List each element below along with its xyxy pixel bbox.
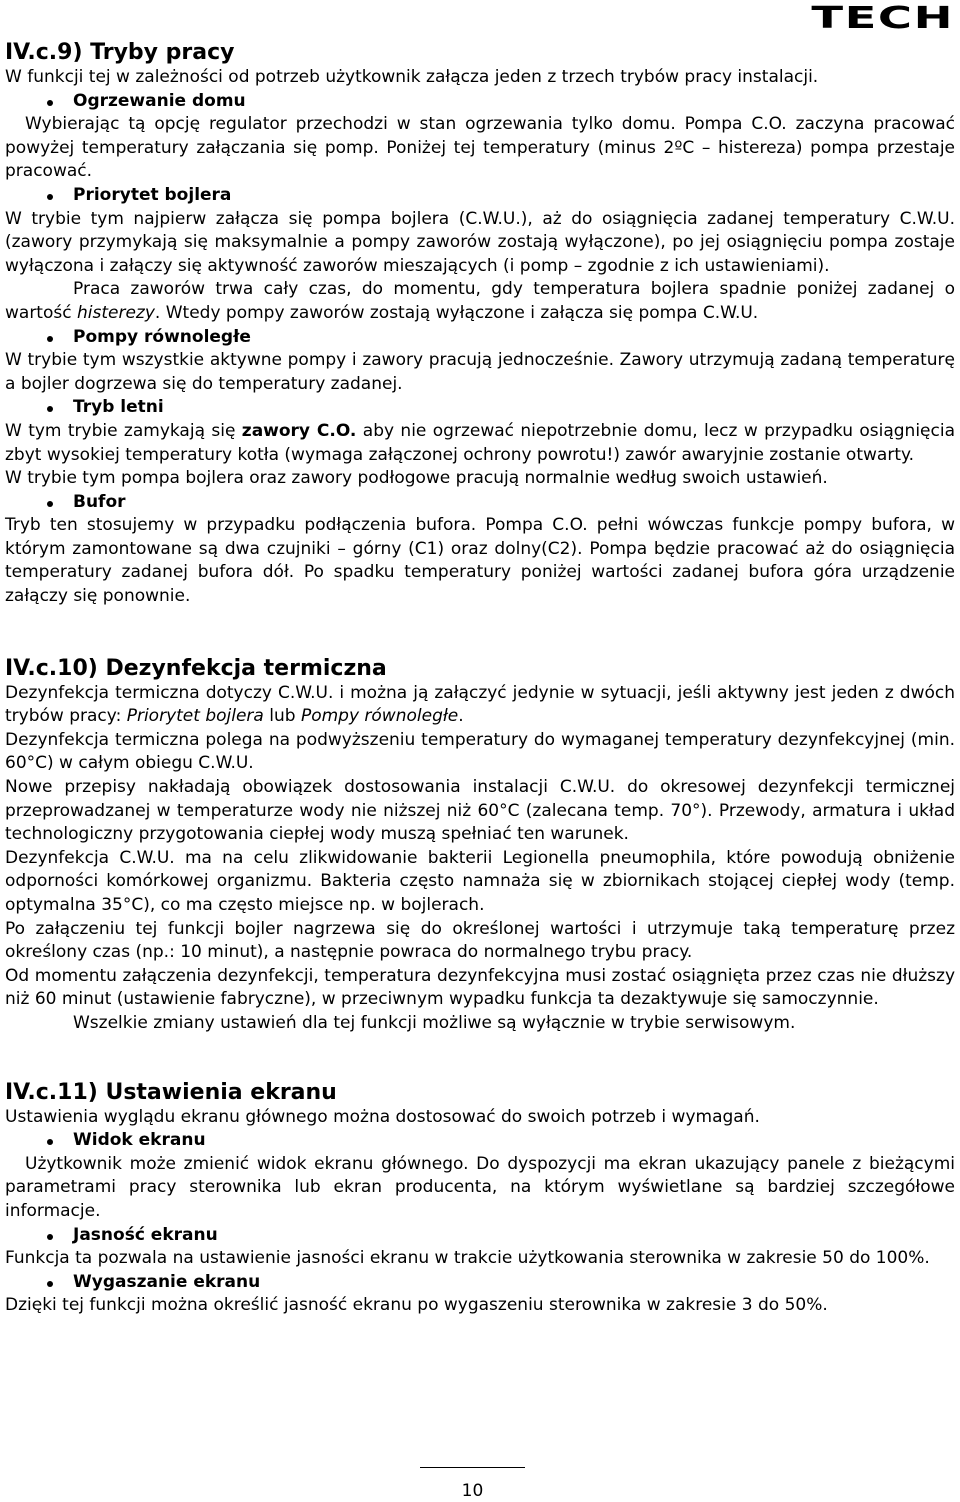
emphasis: Priorytet bojlera xyxy=(126,706,264,727)
paragraph: Dezynfekcja termiczna dotyczy C.W.U. i można ją załączyć jedynie w sytuacji, jeśli aktywny jest jeden z dwóch trybów pracy: Priorytet bojlera lub Pompy równoległe. xyxy=(5,682,955,727)
document-body xyxy=(5,40,955,1318)
paragraph: Tryb ten stosujemy w przypadku podłączenia bufora. Pompa C.O. pełni wówczas funkcje pompy bufora, w którym zamontowane są dwa czujniki – górny (C1) oraz dolny(C2). Pompa będzie pracować aż do osiągnięcia temperatury zadanej bufora dół. Po spadku temperatury poniżej wartości zadanej bufora góra urządzenie załączy się ponownie. xyxy=(5,515,955,607)
section-heading-dezynfekcja: IV.c.10) Dezynfekcja termiczna xyxy=(5,655,387,681)
paragraph: W trybie tym wszystkie aktywne pompy i zawory pracują jednocześnie. Zawory utrzymują zadaną temperaturę a bojler dogrzewa się do temperatury zadanej. xyxy=(5,350,955,394)
paragraph: Dzięki tej funkcji można określić jasność ekranu po wygaszeniu sterownika w zakresie 3 do 50%. xyxy=(5,1295,828,1316)
bullet-heading: Jasność ekranu xyxy=(5,1224,955,1248)
bullet-heading: Widok ekranu xyxy=(5,1129,955,1153)
section-heading-tryby-pracy: IV.c.9) Tryby pracy xyxy=(5,40,235,65)
footer-divider xyxy=(420,1467,525,1468)
paragraph: Praca zaworów trwa cały czas, do momentu, gdy temperatura bojlera spadnie poniżej zadanej o wartość histerezy. Wtedy pompy zaworów zostają wyłączone i załącza się pompa C.W.U. xyxy=(5,279,955,323)
tech-logo: TECH xyxy=(811,1,954,36)
bullet-heading: Ogrzewanie domu xyxy=(5,90,955,114)
bullet-heading: Wygaszanie ekranu xyxy=(5,1271,955,1295)
emphasis: histerezy xyxy=(76,302,155,323)
paragraph: Po załączeniu tej funkcji bojler nagrzewa się do określonej wartości i utrzymuje taką temperaturę przez określony czas (np.: 10 minut), a następnie powraca do normalnego trybu pracy. xyxy=(5,918,955,963)
paragraph: Użytkownik może zmienić widok ekranu głównego. Do dyspozycji ma ekran ukazujący panele z bieżącymi parametrami pracy sterownika lub ekran producenta, na którym wyświetlane są bardziej szczegółowe informacje. xyxy=(5,1153,955,1221)
paragraph: W trybie tym najpierw załącza się pompa bojlera (C.W.U.), aż do osiągnięcia zadanej temperatury C.W.U. (zawory przymykają się maksymalnie a pompy zaworów zostają wyłączone), po jej osiągnięciu pompa zostaje wyłączona i załączy się aktywność zaworów mieszających (i pomp – zgodnie z ich ustawieniami). xyxy=(5,208,955,276)
page-number: 10 xyxy=(461,1481,484,1501)
paragraph: W funkcji tej w zależności od potrzeb użytkownik załącza jeden z trzech trybów pracy instalacji. xyxy=(5,67,819,87)
paragraph: Ustawienia wyglądu ekranu głównego można dostosować do swoich potrzeb i wymagań. xyxy=(5,1106,760,1127)
paragraph: Nowe przepisy nakładają obowiązek dostosowania instalacji C.W.U. do okresowej dezynfekcji termicznej przeprowadzanej w temperaturze wody nie niższej niż 60°C (zalecana temp. 70°). Przewody, armatura i układ technologiczny przygotowania ciepłej wody muszą spełniać ten warunek. xyxy=(5,777,955,845)
paragraph: Funkcja ta pozwala na ustawienie jasności ekranu w trakcie użytkowania sterownika w zakresie 50 do 100%. xyxy=(5,1248,930,1269)
paragraph: W tym trybie zamykają się zawory C.O. aby nie ogrzewać niepotrzebnie domu, lecz w przypadku osiągnięcia zbyt wysokiej temperatury kotła (wymaga załączonej ochrony powrotu!) zawór awaryjnie zostanie otwarty. xyxy=(5,420,955,465)
paragraph: W trybie tym pompa bojlera oraz zawory podłogowe pracują normalnie według swoich ustawień. xyxy=(5,468,828,489)
paragraph: Dezynfekcja termiczna polega na podwyższeniu temperatury do wymaganej temperatury dezynfekcyjnej (min. 60°C) w całym obiegu C.W.U. xyxy=(5,729,955,774)
paragraph: Wybierając tą opcję regulator przechodzi w stan ogrzewania tylko domu. Pompa C.O. zaczyna pracować powyżej temperatury załączania się pomp. Poniżej tej temperatury (minus 2ºC – histereza) pompa przestaje pracować. xyxy=(5,114,955,182)
paragraph: Dezynfekcja C.W.U. ma na celu zlikwidowanie bakterii Legionella pneumophila, które powodują obniżenie odporności komórkowej organizmu. Bakteria często namnaża się w zbiornikach stojącej ciepłej wody (temp. optymalna 35°C), co ma często miejsce np. w bojlerach. xyxy=(5,847,955,915)
paragraph: Wszelkie zmiany ustawień dla tej funkcji możliwe są wyłącznie w trybie serwisowym. xyxy=(73,1012,796,1033)
bold-text: zawory C.O. xyxy=(241,420,357,441)
section-heading-ustawienia-ekranu: IV.c.11) Ustawienia ekranu xyxy=(5,1079,337,1105)
bullet-heading: Bufor xyxy=(5,491,955,515)
bullet-heading: Priorytet bojlera xyxy=(5,184,955,208)
paragraph: Od momentu załączenia dezynfekcji, temperatura dezynfekcyjna musi zostać osiągnięta przez czas nie dłuższy niż 60 minut (ustawienie fabryczne), w przeciwnym wypadku funkcja ta dezaktywuje się samoczynnie. xyxy=(5,965,955,1010)
emphasis: Pompy równoległe xyxy=(300,706,459,727)
bullet-heading: Tryb letni xyxy=(5,396,955,420)
bullet-heading: Pompy równoległe xyxy=(5,326,955,350)
